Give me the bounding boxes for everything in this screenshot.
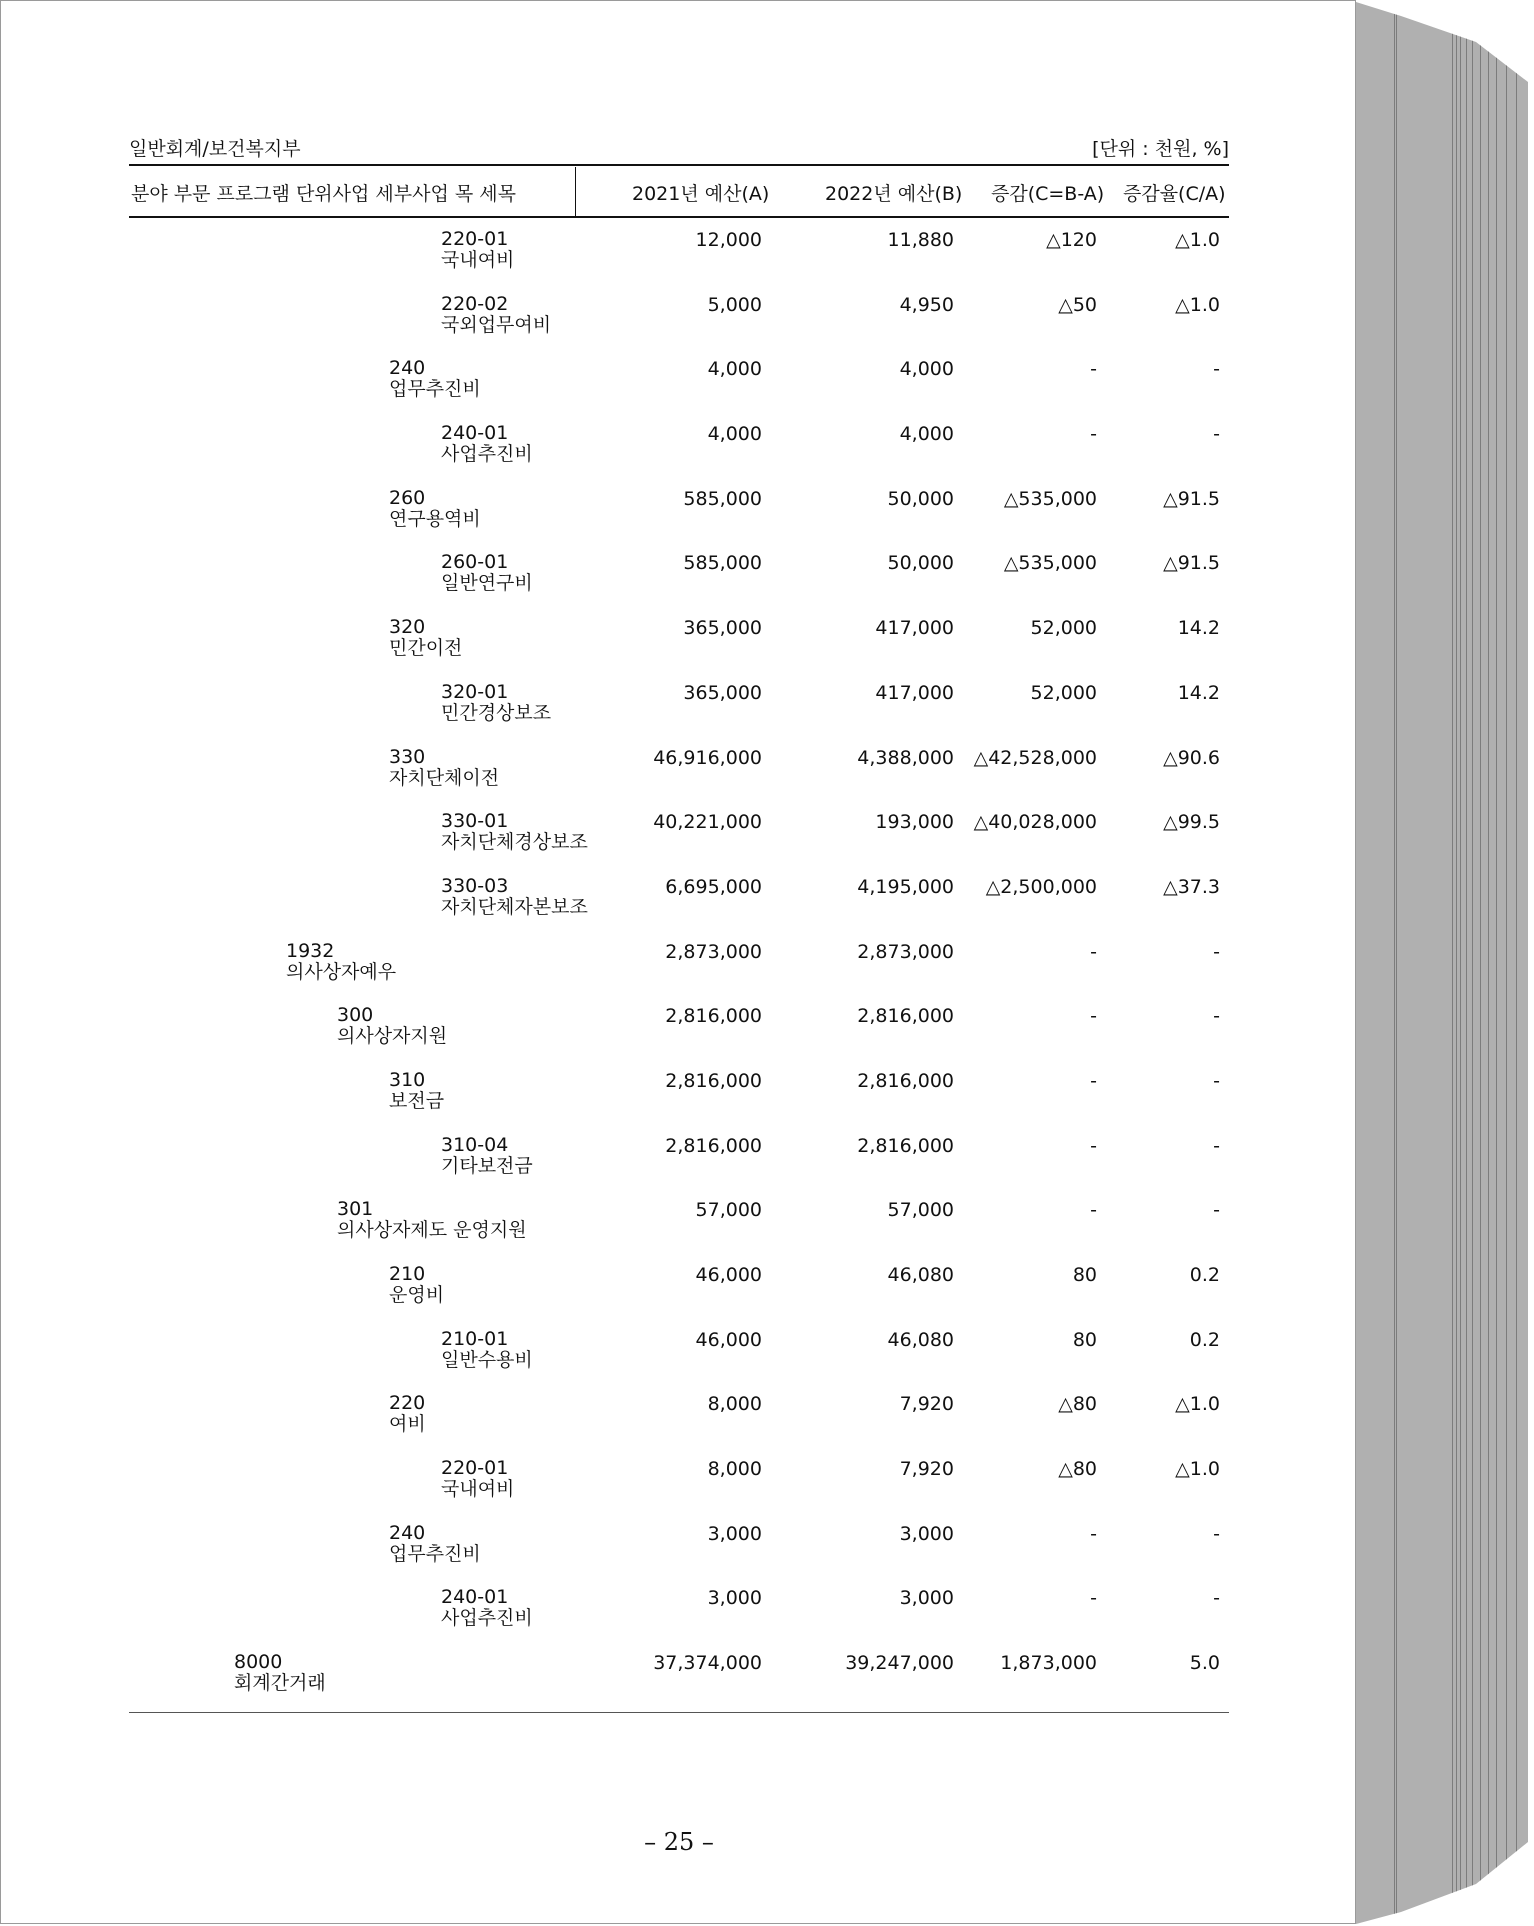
change-rate-value: △91.5 xyxy=(1163,552,1220,575)
table-row xyxy=(1,419,1357,484)
budget-2022-value: 3,000 xyxy=(899,1522,954,1545)
row-label xyxy=(441,552,533,594)
change-rate-value: △1.0 xyxy=(1175,1393,1220,1416)
row-name: 민간이전 xyxy=(389,637,463,660)
account-label: 일반회계/보건복지부 xyxy=(129,138,301,160)
row-name: 일반수용비 xyxy=(441,1348,533,1371)
budget-2022-value: 7,920 xyxy=(899,1458,954,1481)
row-code: 330-01 xyxy=(441,810,509,833)
change-rate-value: - xyxy=(1213,1587,1220,1610)
change-value: △50 xyxy=(1058,293,1097,316)
budget-2021-value: 3,000 xyxy=(707,1587,762,1610)
row-label xyxy=(389,1264,444,1306)
col-change-rate: 증감율(C/A) xyxy=(1123,183,1226,205)
row-code: 240-01 xyxy=(441,1586,509,1609)
budget-2021-value: 365,000 xyxy=(683,617,762,640)
row-label xyxy=(389,1070,444,1112)
row-label xyxy=(441,876,588,918)
row-code: 220-02 xyxy=(441,292,509,315)
row-code: 330-03 xyxy=(441,874,509,897)
change-rate-value: - xyxy=(1213,1005,1220,1028)
budget-2021-value: 585,000 xyxy=(683,552,762,575)
change-rate-value: - xyxy=(1213,1069,1220,1092)
col-budget-2021: 2021년 예산(A) xyxy=(632,183,770,205)
budget-2022-value: 11,880 xyxy=(887,229,954,251)
change-rate-value: △1.0 xyxy=(1175,293,1220,316)
row-name: 국외업무여비 xyxy=(441,313,552,336)
col-change: 증감(C=B-A) xyxy=(991,183,1105,205)
row-code: 301 xyxy=(337,1198,374,1221)
row-label xyxy=(337,1005,447,1047)
table-row xyxy=(1,1066,1357,1131)
row-name: 의사상자예우 xyxy=(286,960,397,983)
row-label xyxy=(389,358,481,400)
row-name: 의사상자제도 운영지원 xyxy=(337,1219,527,1242)
row-code: 210 xyxy=(389,1263,426,1285)
budget-2022-value: 2,873,000 xyxy=(857,940,954,963)
table-row xyxy=(1,290,1357,355)
budget-2021-value: 4,000 xyxy=(707,423,762,446)
row-label xyxy=(441,682,551,724)
page-edge-line xyxy=(1394,2,1395,1924)
table-row xyxy=(1,807,1357,872)
budget-2022-value: 4,388,000 xyxy=(857,746,954,769)
page-edge-line xyxy=(1466,2,1467,1924)
change-value: 52,000 xyxy=(1030,681,1097,704)
budget-2021-value: 2,816,000 xyxy=(665,1069,762,1092)
row-code: 240-01 xyxy=(441,422,509,445)
change-value: △535,000 xyxy=(1003,487,1097,510)
table-caption xyxy=(129,134,1229,161)
page-number: – 25 – xyxy=(644,1828,714,1856)
row-name: 자치단체이전 xyxy=(389,766,500,789)
row-label xyxy=(389,617,462,659)
row-code: 210-01 xyxy=(441,1327,509,1350)
row-name: 운영비 xyxy=(389,1284,445,1306)
unit-label: [단위 : 천원, %] xyxy=(1092,138,1229,160)
table-row xyxy=(1,1583,1357,1648)
change-rate-value: △91.5 xyxy=(1163,487,1220,510)
change-value: △120 xyxy=(1046,229,1097,251)
row-label xyxy=(234,1652,326,1694)
row-code: 220 xyxy=(389,1392,426,1415)
budget-2021-value: 2,873,000 xyxy=(665,940,762,963)
budget-2021-value: 12,000 xyxy=(695,229,762,251)
budget-2021-value: 46,000 xyxy=(695,1264,762,1286)
row-name: 의사상자지원 xyxy=(337,1025,448,1048)
budget-2022-value: 3,000 xyxy=(899,1587,954,1610)
change-value: △40,028,000 xyxy=(973,811,1097,834)
table-row xyxy=(1,1454,1357,1519)
book-page-edges xyxy=(1356,2,1528,1924)
table-header xyxy=(129,167,1229,217)
change-value: △80 xyxy=(1058,1458,1097,1481)
budget-2021-value: 2,816,000 xyxy=(665,1005,762,1028)
row-name: 사업추진비 xyxy=(441,1607,533,1630)
page-edge-line xyxy=(1516,2,1517,1924)
row-name: 업무추진비 xyxy=(389,1542,481,1565)
page-edge-line xyxy=(1460,2,1461,1924)
change-value: △42,528,000 xyxy=(973,746,1097,769)
change-rate-value: - xyxy=(1213,1134,1220,1157)
row-code: 240 xyxy=(389,1521,426,1544)
change-value: - xyxy=(1090,423,1097,446)
table-row xyxy=(1,1001,1357,1066)
budget-2021-value: 365,000 xyxy=(683,681,762,704)
table-row xyxy=(1,225,1357,290)
budget-2022-value: 2,816,000 xyxy=(857,1134,954,1157)
row-code: 300 xyxy=(337,1004,374,1027)
row-code: 1932 xyxy=(286,939,335,962)
budget-2022-value: 46,080 xyxy=(887,1328,954,1351)
change-value: - xyxy=(1090,358,1097,381)
budget-2022-value: 57,000 xyxy=(887,1199,954,1222)
change-value: - xyxy=(1090,1587,1097,1610)
change-value: - xyxy=(1090,1199,1097,1222)
change-rate-value: - xyxy=(1213,423,1220,446)
table-body xyxy=(1,225,1357,1713)
table-row xyxy=(1,1648,1357,1713)
budget-2021-value: 3,000 xyxy=(707,1522,762,1545)
change-value: 52,000 xyxy=(1030,617,1097,640)
table-row xyxy=(1,678,1357,743)
row-code: 310 xyxy=(389,1068,426,1091)
header-top-rule xyxy=(129,164,1229,166)
row-name: 자치단체자본보조 xyxy=(441,895,588,918)
page-edge-line xyxy=(1480,2,1481,1924)
change-rate-value: △1.0 xyxy=(1175,229,1220,251)
row-label xyxy=(441,1458,514,1500)
table-row xyxy=(1,1195,1357,1260)
row-code: 320-01 xyxy=(441,680,509,703)
table-row xyxy=(1,1325,1357,1390)
page-edge-line xyxy=(1452,2,1453,1924)
col-category: 분야 부문 프로그램 단위사업 세부사업 목 세목 xyxy=(131,183,516,205)
budget-2021-value: 4,000 xyxy=(707,358,762,381)
header-bottom-rule xyxy=(129,216,1229,218)
page-edge-line xyxy=(1396,2,1397,1924)
budget-2022-value: 7,920 xyxy=(899,1393,954,1416)
budget-2022-value: 46,080 xyxy=(887,1264,954,1286)
budget-2021-value: 8,000 xyxy=(707,1393,762,1416)
row-name: 업무추진비 xyxy=(389,378,481,401)
budget-2022-value: 4,195,000 xyxy=(857,875,954,898)
row-code: 330 xyxy=(389,745,426,768)
row-label xyxy=(389,1393,426,1435)
row-label xyxy=(441,1329,533,1371)
row-name: 보전금 xyxy=(389,1089,445,1112)
table-row xyxy=(1,743,1357,808)
row-label xyxy=(441,294,551,336)
change-rate-value: △99.5 xyxy=(1163,811,1220,834)
change-rate-value: 14.2 xyxy=(1177,681,1220,704)
row-label xyxy=(389,488,481,530)
table-row xyxy=(1,1389,1357,1454)
page-edge-line xyxy=(1472,2,1473,1924)
change-rate-value: 5.0 xyxy=(1189,1652,1220,1675)
row-label xyxy=(441,811,588,853)
table-row xyxy=(1,937,1357,1002)
change-value: - xyxy=(1090,1069,1097,1092)
change-value: 80 xyxy=(1072,1328,1097,1351)
row-label xyxy=(389,1523,481,1565)
change-value: - xyxy=(1090,1134,1097,1157)
budget-2021-value: 6,695,000 xyxy=(665,875,762,898)
budget-2021-value: 57,000 xyxy=(695,1199,762,1222)
budget-2021-value: 37,374,000 xyxy=(653,1652,762,1675)
change-value: △2,500,000 xyxy=(985,875,1097,898)
change-value: 1,873,000 xyxy=(1000,1652,1097,1675)
change-rate-value: 14.2 xyxy=(1177,617,1220,640)
change-value: - xyxy=(1090,940,1097,963)
row-label xyxy=(389,747,499,789)
change-rate-value: - xyxy=(1213,1522,1220,1545)
row-name: 연구용역비 xyxy=(389,507,481,530)
budget-2022-value: 4,950 xyxy=(899,293,954,316)
row-name: 민간경상보조 xyxy=(441,701,552,724)
table-row xyxy=(1,1519,1357,1584)
row-name: 기타보전금 xyxy=(441,1154,533,1177)
change-value: - xyxy=(1090,1005,1097,1028)
budget-2021-value: 2,816,000 xyxy=(665,1134,762,1157)
col-budget-2022: 2022년 예산(B) xyxy=(825,183,963,205)
row-code: 220-01 xyxy=(441,228,509,250)
table-row xyxy=(1,548,1357,613)
row-code: 8000 xyxy=(234,1651,283,1674)
row-name: 자치단체경상보조 xyxy=(441,831,588,854)
row-label xyxy=(441,1135,533,1177)
row-label xyxy=(441,423,533,465)
row-code: 310-04 xyxy=(441,1133,509,1156)
budget-2021-value: 5,000 xyxy=(707,293,762,316)
header-column-separator xyxy=(575,167,576,217)
row-label xyxy=(441,229,514,271)
table-row xyxy=(1,1260,1357,1325)
row-label xyxy=(286,941,396,983)
row-name: 일반연구비 xyxy=(441,572,533,595)
row-code: 320 xyxy=(389,616,426,639)
change-value: △535,000 xyxy=(1003,552,1097,575)
budget-2022-value: 2,816,000 xyxy=(857,1069,954,1092)
page-edge-line xyxy=(1496,2,1497,1924)
change-rate-value: △1.0 xyxy=(1175,1458,1220,1481)
budget-2022-value: 417,000 xyxy=(875,681,954,704)
change-rate-value: 0.2 xyxy=(1189,1328,1220,1351)
table-row xyxy=(1,484,1357,549)
budget-2022-value: 193,000 xyxy=(875,811,954,834)
row-code: 220-01 xyxy=(441,1457,509,1480)
row-label xyxy=(337,1199,527,1241)
change-rate-value: - xyxy=(1213,940,1220,963)
page-edge-line xyxy=(1488,2,1489,1924)
row-label xyxy=(441,1587,533,1629)
table-row xyxy=(1,613,1357,678)
row-code: 240 xyxy=(389,357,426,380)
budget-2021-value: 46,916,000 xyxy=(653,746,762,769)
budget-2022-value: 4,000 xyxy=(899,423,954,446)
table-row xyxy=(1,354,1357,419)
row-name: 회계간거래 xyxy=(234,1672,326,1695)
budget-2022-value: 2,816,000 xyxy=(857,1005,954,1028)
change-rate-value: 0.2 xyxy=(1189,1264,1220,1286)
change-value: 80 xyxy=(1072,1264,1097,1286)
change-value: △80 xyxy=(1058,1393,1097,1416)
change-rate-value: △90.6 xyxy=(1163,746,1220,769)
table-row xyxy=(1,872,1357,937)
change-value: - xyxy=(1090,1522,1097,1545)
budget-2022-value: 50,000 xyxy=(887,487,954,510)
budget-2022-value: 417,000 xyxy=(875,617,954,640)
budget-2021-value: 46,000 xyxy=(695,1328,762,1351)
page-edge-line xyxy=(1456,2,1457,1924)
budget-2021-value: 585,000 xyxy=(683,487,762,510)
row-code: 260 xyxy=(389,486,426,509)
change-rate-value: - xyxy=(1213,1199,1220,1222)
page-edge-line xyxy=(1506,2,1507,1924)
row-code: 260-01 xyxy=(441,551,509,574)
row-name: 사업추진비 xyxy=(441,443,533,466)
budget-2022-value: 4,000 xyxy=(899,358,954,381)
budget-2022-value: 50,000 xyxy=(887,552,954,575)
change-rate-value: △37.3 xyxy=(1163,875,1220,898)
budget-2021-value: 8,000 xyxy=(707,1458,762,1481)
row-name: 국내여비 xyxy=(441,249,515,271)
row-name: 국내여비 xyxy=(441,1478,515,1501)
table-bottom-rule xyxy=(129,1712,1229,1713)
budget-2022-value: 39,247,000 xyxy=(845,1652,954,1675)
row-name: 여비 xyxy=(389,1413,426,1436)
budget-2021-value: 40,221,000 xyxy=(653,811,762,834)
change-rate-value: - xyxy=(1213,358,1220,381)
table-row xyxy=(1,1131,1357,1196)
